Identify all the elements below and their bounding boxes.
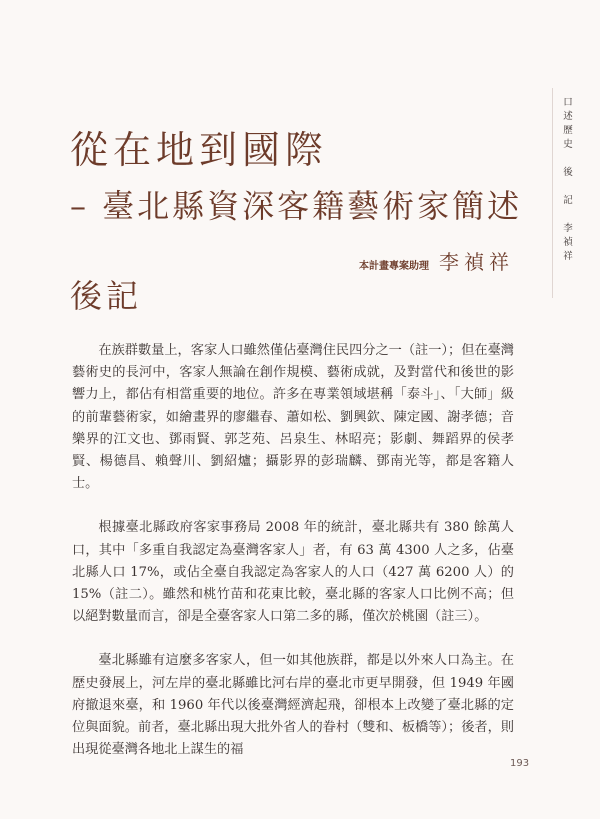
byline	[359, 246, 514, 275]
side-author-char: 禎	[563, 237, 573, 248]
page-number: 193	[510, 758, 530, 769]
side-author-char: 李	[563, 223, 573, 234]
sub-title: – 臺北縣資深客籍藝術家簡述	[70, 187, 523, 225]
side-series-char: 史	[563, 139, 573, 150]
section-heading: 後記	[70, 277, 143, 315]
byline-author-name: 李禎祥	[439, 250, 514, 274]
paragraph: 臺北縣雖有這麼多客家人，但一如其他族群，都是以外來人口為主。在歷史發展上，河左岸的臺北縣雖比河右岸的臺北市更早開發，但 1949 年國府撤退來臺，和 1960 年代以後臺灣經濟起飛，卻根本上改變了臺北縣的定位與面貌。前者，臺北縣出現大批外省人的眷村（雙和、板橋等）；後者，則出現從臺灣各地北上謀生的福	[72, 653, 514, 758]
side-series-char: 歷	[563, 125, 573, 136]
paragraph: 根據臺北縣政府客家事務局 2008 年的統計，臺北縣共有 380 餘萬人口，其中「多重自我認定為臺灣客家人」者，有 63 萬 4300 人之多，佔臺北縣人口 17%，或佔全臺自我認定為客家人的人口（427 萬 6200 人）的 15%（註二）。雖然和桃竹苗和花東比較，臺北縣的客家人口比例不高；但以絕對數量而言，卻是全臺客家人口第二多的縣，僅次於桃園（註三）。	[72, 520, 514, 625]
side-series-char: 述	[563, 111, 573, 122]
body-text	[72, 340, 514, 783]
side-section-char: 記	[563, 195, 573, 206]
main-title: 從在地到國際	[70, 128, 329, 172]
side-running-header	[560, 96, 576, 264]
byline-role: 本計畫專案助理	[359, 261, 429, 272]
side-series-char: 口	[563, 97, 573, 108]
side-section-char: 後	[563, 167, 573, 178]
side-author-char: 祥	[563, 251, 573, 262]
paragraph: 在族群數量上，客家人口雖然僅佔臺灣住民四分之一（註一）；但在臺灣藝術史的長河中，客家人無論在創作規模、藝術成就，及對當代和後世的影響力上，都佔有相當重要的地位。許多在專業領域堪稱「泰斗」、「大師」級的前輩藝術家，如繪畫界的廖繼春、蕭如松、劉興欽、陳定國、謝孝德；音樂界的江文也、鄧雨賢、郭芝苑、呂泉生、林昭亮；影劇、舞蹈界的侯孝賢、楊德昌、賴聲川、劉紹爐；攝影界的彭瑞麟、鄧南光等，都是客籍人士。	[72, 343, 514, 492]
side-divider-line	[552, 88, 553, 298]
